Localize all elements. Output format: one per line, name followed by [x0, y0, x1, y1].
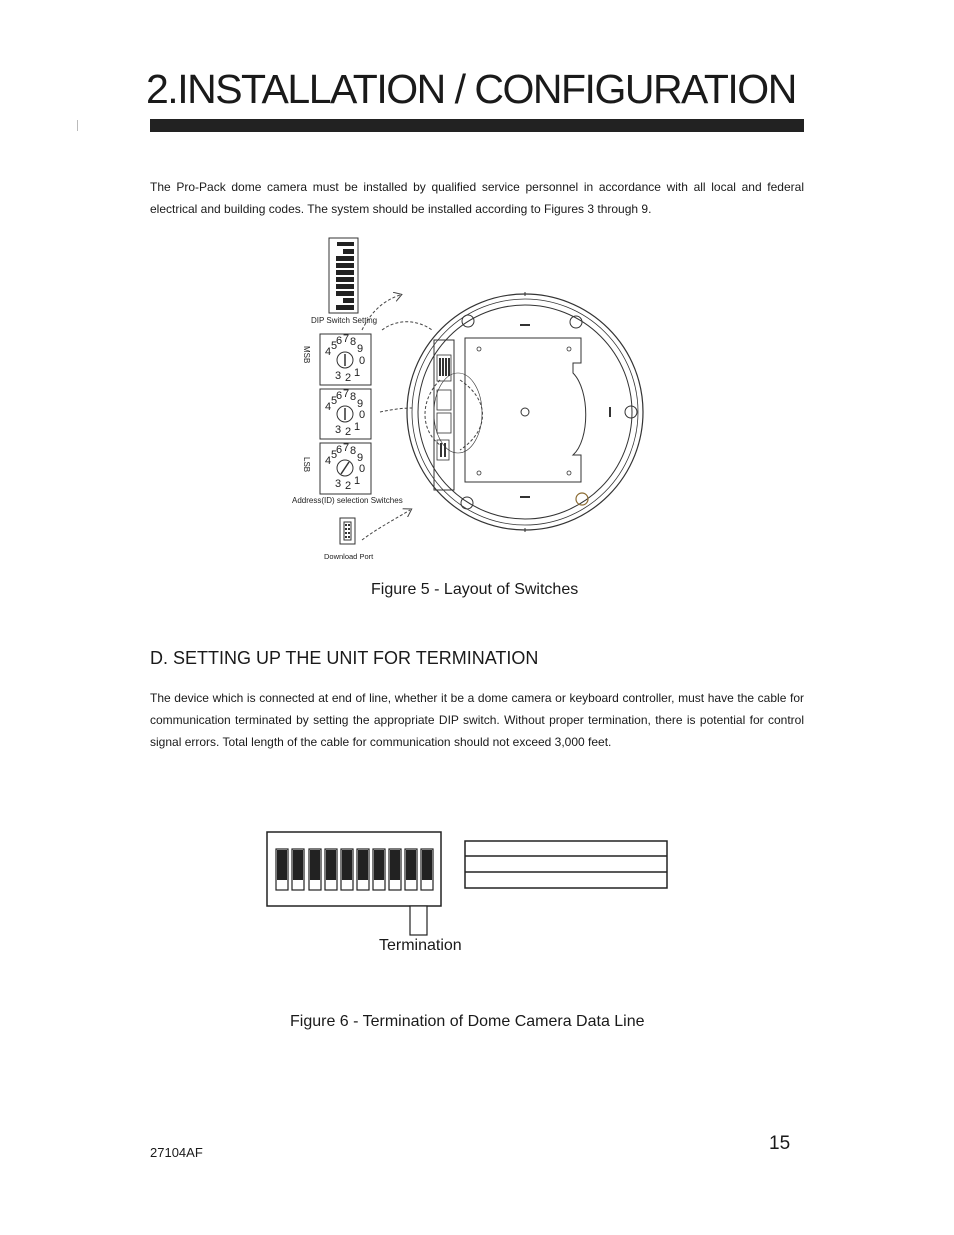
settings-table — [465, 841, 667, 888]
svg-text:1: 1 — [354, 421, 361, 433]
dip-switch-diagram — [329, 238, 358, 313]
svg-text:3: 3 — [335, 370, 342, 382]
dip-switch-label: DIP Switch Setting — [311, 316, 378, 325]
figure-5-switch-layout — [285, 232, 665, 567]
margin-mark — [77, 120, 78, 131]
termination-pointer — [410, 906, 427, 935]
svg-text:9: 9 — [357, 398, 364, 410]
svg-text:8: 8 — [350, 336, 357, 348]
svg-text:6: 6 — [336, 390, 343, 402]
svg-text:5: 5 — [331, 395, 338, 407]
lsb-label: LSB — [302, 457, 311, 473]
svg-text:0: 0 — [359, 463, 366, 475]
section-d-paragraph: The device which is connected at end of line, whether it be a dome camera or keyboard controller, must have the cable for communication terminated by setting the appropriate DIP switch. Without proper termination, there is potential for control signal errors. Total length of the cable for communication should not exceed 3,000 feet. — [150, 691, 804, 749]
svg-text:8: 8 — [350, 445, 357, 457]
svg-text:7: 7 — [343, 442, 350, 454]
svg-text:3: 3 — [335, 478, 342, 490]
address-switches-label: Address(ID) selection Switches — [292, 496, 403, 505]
svg-text:4: 4 — [325, 346, 332, 358]
msb-rotary-switch — [320, 333, 371, 385]
title-rule — [150, 119, 804, 132]
svg-text:1: 1 — [354, 475, 361, 487]
svg-text:7: 7 — [343, 333, 350, 345]
svg-text:1: 1 — [354, 367, 361, 379]
dip-switch-bank — [267, 832, 441, 906]
lsb-rotary-switch — [320, 442, 371, 494]
termination-label: Termination — [379, 937, 462, 954]
svg-text:5: 5 — [331, 449, 338, 461]
svg-text:4: 4 — [325, 401, 332, 413]
svg-text:5: 5 — [331, 340, 338, 352]
middle-rotary-switch — [320, 388, 371, 439]
figure-6-termination-diagram — [260, 825, 680, 940]
download-port-diagram — [340, 518, 355, 544]
svg-text:6: 6 — [336, 444, 343, 456]
svg-text:9: 9 — [357, 452, 364, 464]
figure-5-caption: Figure 5 - Layout of Switches — [371, 581, 579, 598]
svg-text:3: 3 — [335, 424, 342, 436]
page-number: 15 — [769, 1133, 791, 1154]
section-d-heading: D. SETTING UP THE UNIT FOR TERMINATION — [150, 648, 539, 668]
download-port-label: Download Port — [324, 552, 374, 561]
svg-text:7: 7 — [343, 388, 350, 400]
svg-text:0: 0 — [359, 355, 366, 367]
figure-6-caption: Figure 6 - Termination of Dome Camera Data Line — [290, 1013, 645, 1030]
intro-paragraph: The Pro-Pack dome camera must be installed by qualified service personnel in accordance with all local and federal electrical and building codes. The system should be installed according to Figures 3 through 9. — [150, 180, 804, 216]
msb-label: MSB — [302, 346, 311, 364]
svg-text:2: 2 — [345, 372, 352, 384]
document-id: 27104AF — [150, 1145, 203, 1160]
svg-text:2: 2 — [345, 426, 352, 438]
svg-text:2: 2 — [345, 480, 352, 492]
dome-camera-diagram — [407, 292, 643, 532]
svg-text:8: 8 — [350, 391, 357, 403]
svg-text:4: 4 — [325, 455, 332, 467]
svg-text:9: 9 — [357, 343, 364, 355]
svg-text:0: 0 — [359, 409, 366, 421]
page-title: 2.INSTALLATION / CONFIGURATION — [146, 66, 796, 112]
svg-text:6: 6 — [336, 335, 343, 347]
